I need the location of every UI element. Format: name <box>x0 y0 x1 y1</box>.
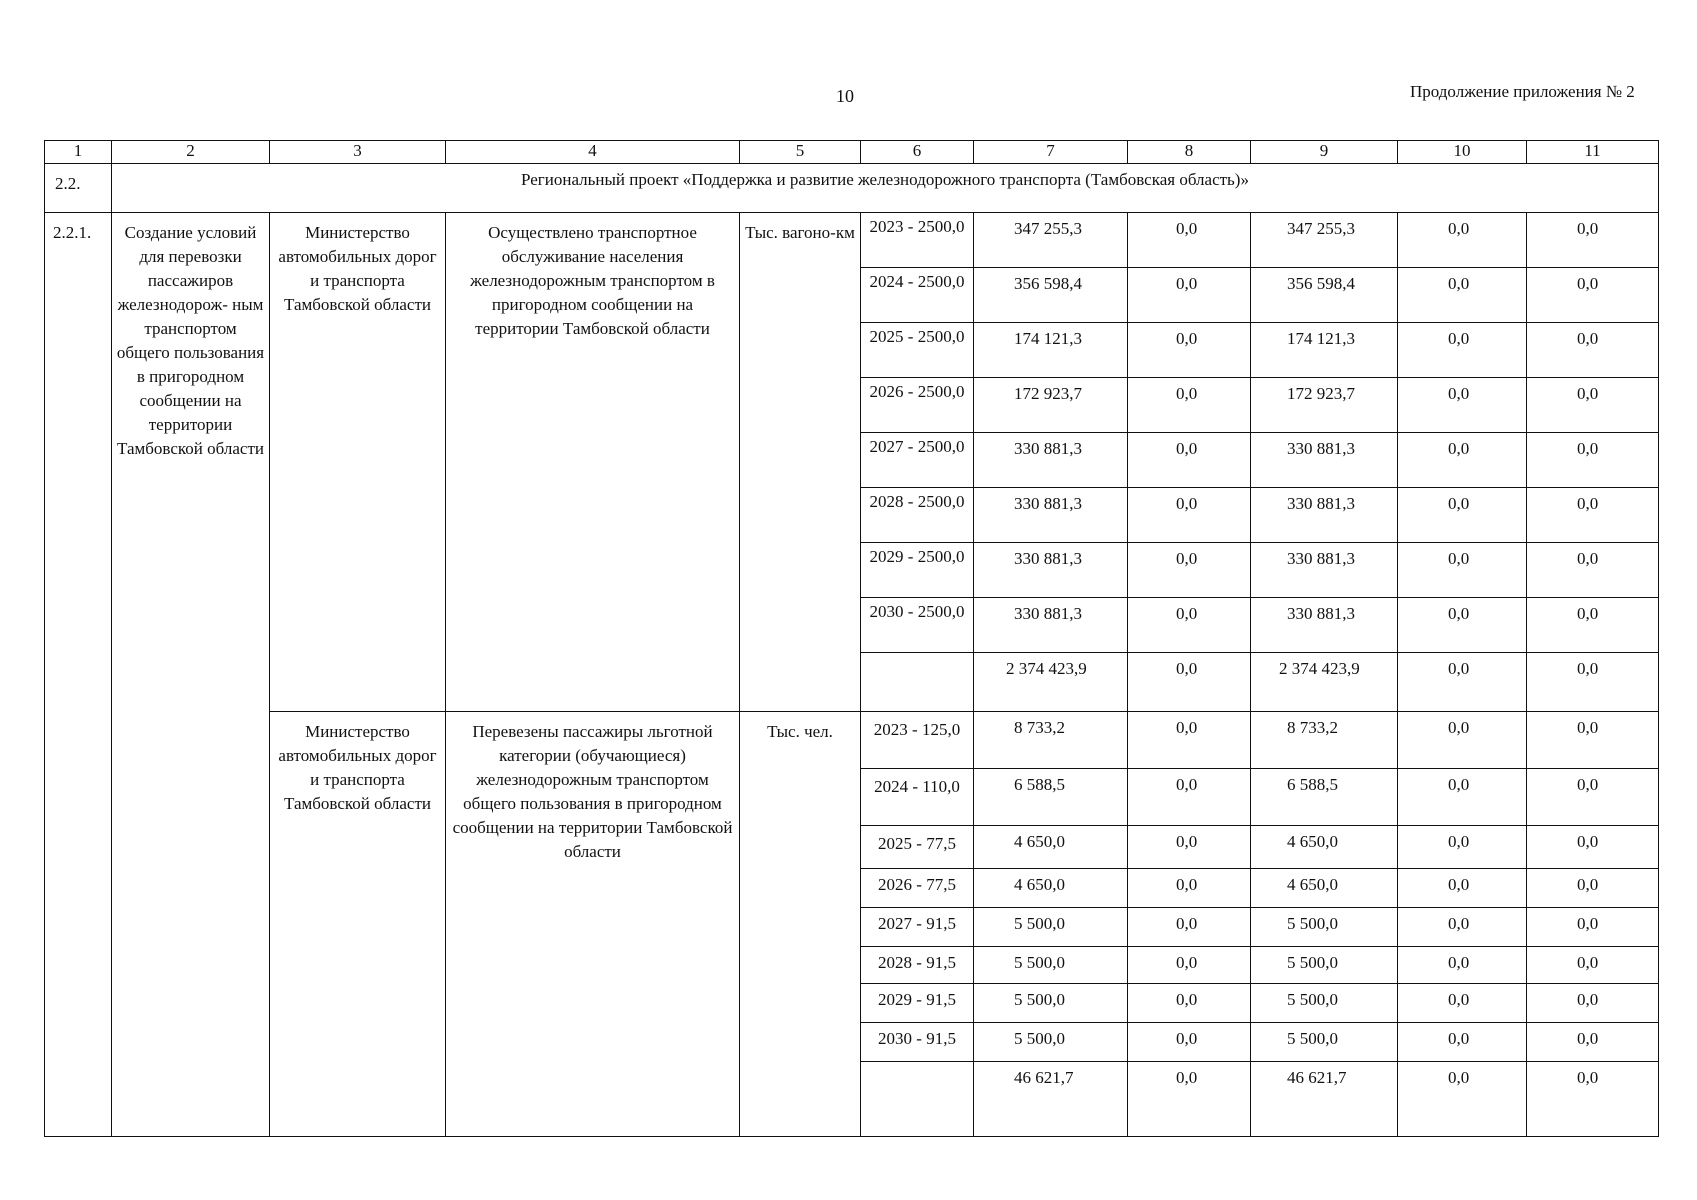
cell-col10: 0,0 <box>1398 598 1527 653</box>
year-value: 2028 - 91,5 <box>861 947 974 984</box>
cell-col7: 330 881,3 <box>974 543 1128 598</box>
year-value: 2024 - 110,0 <box>861 769 974 826</box>
year-value: 2023 - 125,0 <box>861 712 974 769</box>
cell-col9: 46 621,7 <box>1251 1062 1398 1137</box>
result-description: Перевезены пассажиры льготной категории (обучающиеся) железнодорожным транспортом общего пользования в пригородном сообщении на территории Тамбовской области <box>446 712 740 1137</box>
cell-col10: 0,0 <box>1398 543 1527 598</box>
executor: Министерство автомобильных дорог и транспорта Тамбовской области <box>270 712 446 1137</box>
year-value: 2027 - 2500,0 <box>861 433 974 488</box>
cell-col11: 0,0 <box>1527 908 1659 947</box>
cell-col10: 0,0 <box>1398 769 1527 826</box>
cell-col11: 0,0 <box>1527 598 1659 653</box>
cell-col9: 330 881,3 <box>1251 598 1398 653</box>
cell-col8: 0,0 <box>1128 1023 1251 1062</box>
column-number: 2 <box>112 141 270 164</box>
cell-col7: 2 374 423,9 <box>974 653 1128 712</box>
cell-col10: 0,0 <box>1398 378 1527 433</box>
column-number: 11 <box>1527 141 1659 164</box>
year-value <box>861 653 974 712</box>
cell-col10: 0,0 <box>1398 947 1527 984</box>
cell-col8: 0,0 <box>1128 712 1251 769</box>
year-value: 2030 - 91,5 <box>861 1023 974 1062</box>
cell-col8: 0,0 <box>1128 543 1251 598</box>
cell-col11: 0,0 <box>1527 213 1659 268</box>
cell-col11: 0,0 <box>1527 769 1659 826</box>
cell-col11: 0,0 <box>1527 378 1659 433</box>
column-number: 1 <box>45 141 112 164</box>
cell-col9: 330 881,3 <box>1251 433 1398 488</box>
cell-col10: 0,0 <box>1398 712 1527 769</box>
column-number: 3 <box>270 141 446 164</box>
cell-col7: 174 121,3 <box>974 323 1128 378</box>
cell-col10: 0,0 <box>1398 323 1527 378</box>
year-value: 2029 - 91,5 <box>861 984 974 1023</box>
cell-col7: 46 621,7 <box>974 1062 1128 1137</box>
cell-col8: 0,0 <box>1128 488 1251 543</box>
cell-col11: 0,0 <box>1527 543 1659 598</box>
cell-col10: 0,0 <box>1398 908 1527 947</box>
cell-col9: 330 881,3 <box>1251 543 1398 598</box>
cell-col8: 0,0 <box>1128 378 1251 433</box>
cell-col11: 0,0 <box>1527 712 1659 769</box>
year-value: 2025 - 2500,0 <box>861 323 974 378</box>
table-row <box>45 712 1659 769</box>
unit-of-measure: Тыс. чел. <box>740 712 861 1137</box>
cell-col8: 0,0 <box>1128 908 1251 947</box>
executor: Министерство автомобильных дорог и транспорта Тамбовской области <box>270 213 446 712</box>
measure-name: Создание условий для перевозки пассажиров железнодорож- ным транспортом общего пользования в пригородном сообщении на территории Тамбовской области <box>112 213 270 1137</box>
page-number: 10 <box>836 86 854 106</box>
column-number: 8 <box>1128 141 1251 164</box>
cell-col10: 0,0 <box>1398 984 1527 1023</box>
cell-col8: 0,0 <box>1128 984 1251 1023</box>
cell-col7: 330 881,3 <box>974 488 1128 543</box>
project-row <box>45 164 1659 213</box>
year-value: 2023 - 2500,0 <box>861 213 974 268</box>
cell-col7: 5 500,0 <box>974 947 1128 984</box>
column-number: 9 <box>1251 141 1398 164</box>
cell-col10: 0,0 <box>1398 1062 1527 1137</box>
cell-col7: 356 598,4 <box>974 268 1128 323</box>
cell-col7: 5 500,0 <box>974 984 1128 1023</box>
cell-col9: 330 881,3 <box>1251 488 1398 543</box>
cell-col7: 4 650,0 <box>974 826 1128 869</box>
cell-col8: 0,0 <box>1128 1062 1251 1137</box>
cell-col9: 5 500,0 <box>1251 947 1398 984</box>
year-value: 2029 - 2500,0 <box>861 543 974 598</box>
cell-col10: 0,0 <box>1398 653 1527 712</box>
column-number: 5 <box>740 141 861 164</box>
year-value: 2024 - 2500,0 <box>861 268 974 323</box>
cell-col11: 0,0 <box>1527 488 1659 543</box>
year-value: 2026 - 77,5 <box>861 869 974 908</box>
table-row <box>45 213 1659 268</box>
cell-col7: 172 923,7 <box>974 378 1128 433</box>
project-code: 2.2. <box>45 164 112 213</box>
cell-col11: 0,0 <box>1527 947 1659 984</box>
cell-col11: 0,0 <box>1527 433 1659 488</box>
cell-col9: 172 923,7 <box>1251 378 1398 433</box>
year-value <box>861 1062 974 1137</box>
cell-col10: 0,0 <box>1398 1023 1527 1062</box>
cell-col7: 8 733,2 <box>974 712 1128 769</box>
cell-col8: 0,0 <box>1128 268 1251 323</box>
cell-col9: 6 588,5 <box>1251 769 1398 826</box>
year-value: 2026 - 2500,0 <box>861 378 974 433</box>
cell-col8: 0,0 <box>1128 213 1251 268</box>
appendix-continuation-note: Продолжение приложения № 2 <box>1410 82 1635 101</box>
cell-col9: 347 255,3 <box>1251 213 1398 268</box>
cell-col9: 174 121,3 <box>1251 323 1398 378</box>
unit-of-measure: Тыс. вагоно-км <box>740 213 861 712</box>
cell-col7: 4 650,0 <box>974 869 1128 908</box>
column-number: 7 <box>974 141 1128 164</box>
cell-col8: 0,0 <box>1128 653 1251 712</box>
appendix-table <box>44 140 1659 1137</box>
cell-col10: 0,0 <box>1398 488 1527 543</box>
cell-col7: 347 255,3 <box>974 213 1128 268</box>
cell-col11: 0,0 <box>1527 826 1659 869</box>
cell-col11: 0,0 <box>1527 869 1659 908</box>
cell-col10: 0,0 <box>1398 433 1527 488</box>
column-number: 10 <box>1398 141 1527 164</box>
cell-col10: 0,0 <box>1398 268 1527 323</box>
year-value: 2028 - 2500,0 <box>861 488 974 543</box>
cell-col8: 0,0 <box>1128 433 1251 488</box>
cell-col9: 2 374 423,9 <box>1251 653 1398 712</box>
project-title: Региональный проект «Поддержка и развитие железнодорожного транспорта (Тамбовская область)» <box>112 164 1659 213</box>
cell-col9: 5 500,0 <box>1251 908 1398 947</box>
year-value: 2025 - 77,5 <box>861 826 974 869</box>
cell-col7: 6 588,5 <box>974 769 1128 826</box>
cell-col11: 0,0 <box>1527 653 1659 712</box>
cell-col8: 0,0 <box>1128 769 1251 826</box>
cell-col8: 0,0 <box>1128 598 1251 653</box>
cell-col8: 0,0 <box>1128 323 1251 378</box>
year-value: 2027 - 91,5 <box>861 908 974 947</box>
cell-col10: 0,0 <box>1398 826 1527 869</box>
year-value: 2030 - 2500,0 <box>861 598 974 653</box>
result-description: Осуществлено транспортное обслуживание населения железнодорожным транспортом в пригородном сообщении на территории Тамбовской области <box>446 213 740 712</box>
cell-col11: 0,0 <box>1527 268 1659 323</box>
cell-col11: 0,0 <box>1527 1023 1659 1062</box>
cell-col9: 4 650,0 <box>1251 826 1398 869</box>
cell-col9: 8 733,2 <box>1251 712 1398 769</box>
column-number: 4 <box>446 141 740 164</box>
cell-col9: 356 598,4 <box>1251 268 1398 323</box>
cell-col11: 0,0 <box>1527 1062 1659 1137</box>
cell-col10: 0,0 <box>1398 869 1527 908</box>
measure-code: 2.2.1. <box>45 213 112 1137</box>
column-number-row <box>45 141 1659 164</box>
cell-col9: 5 500,0 <box>1251 984 1398 1023</box>
cell-col8: 0,0 <box>1128 947 1251 984</box>
cell-col7: 5 500,0 <box>974 1023 1128 1062</box>
cell-col8: 0,0 <box>1128 826 1251 869</box>
cell-col11: 0,0 <box>1527 323 1659 378</box>
column-number: 6 <box>861 141 974 164</box>
cell-col9: 4 650,0 <box>1251 869 1398 908</box>
cell-col10: 0,0 <box>1398 213 1527 268</box>
cell-col8: 0,0 <box>1128 869 1251 908</box>
cell-col7: 5 500,0 <box>974 908 1128 947</box>
cell-col7: 330 881,3 <box>974 433 1128 488</box>
cell-col7: 330 881,3 <box>974 598 1128 653</box>
cell-col9: 5 500,0 <box>1251 1023 1398 1062</box>
cell-col11: 0,0 <box>1527 984 1659 1023</box>
